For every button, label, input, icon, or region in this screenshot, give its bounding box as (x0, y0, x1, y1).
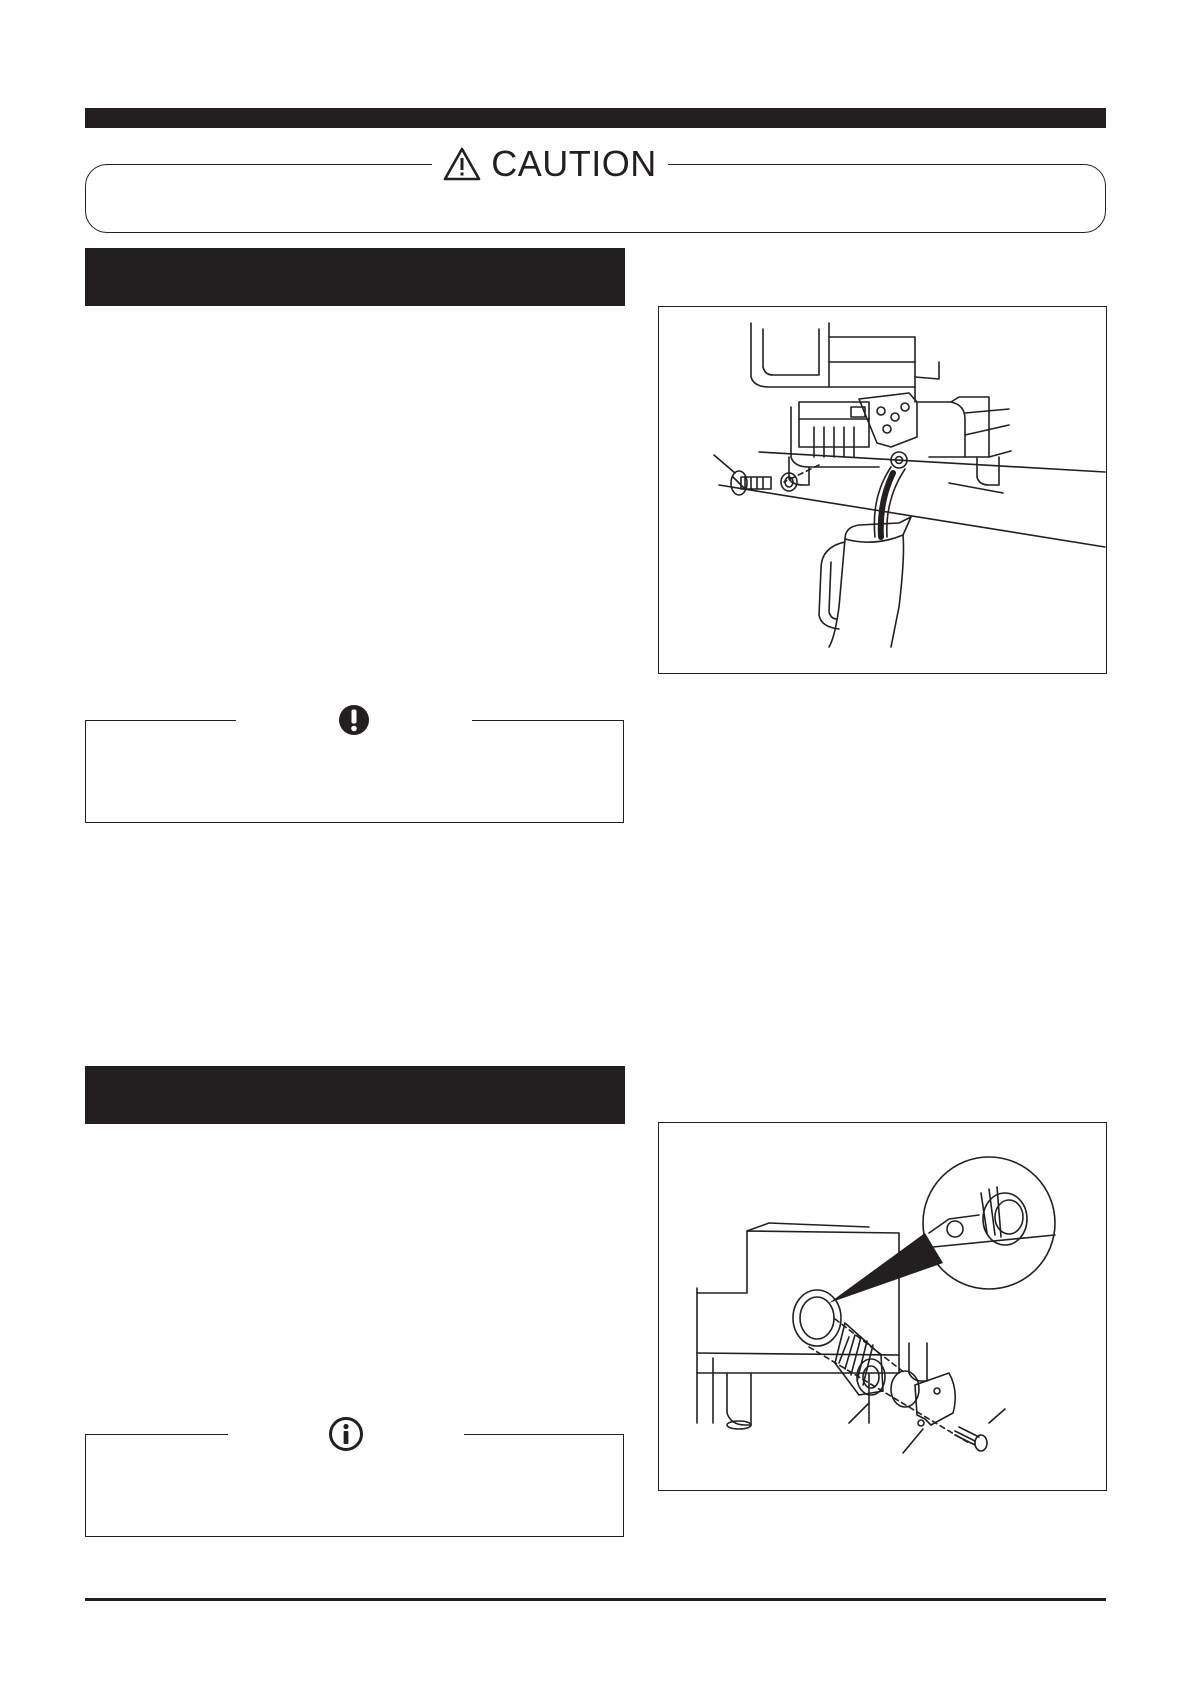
caution-heading (432, 140, 668, 188)
exclamation-circle-icon (337, 703, 371, 737)
header-rule (85, 108, 1106, 128)
warning-triangle-icon (443, 146, 481, 182)
footer-rule (85, 1598, 1106, 1601)
figure-oil-filter (658, 1122, 1107, 1491)
oil-drain-illustration (659, 307, 1106, 673)
figure-oil-drain (658, 306, 1107, 674)
note-header-2 (228, 1414, 464, 1454)
info-circle-icon (328, 1416, 364, 1452)
oil-filter-illustration (659, 1123, 1106, 1490)
section-heading-bar-1 (85, 248, 625, 306)
note-header-1 (236, 700, 472, 740)
section-heading-bar-2 (85, 1066, 625, 1124)
caution-title: CAUTION (491, 143, 657, 184)
